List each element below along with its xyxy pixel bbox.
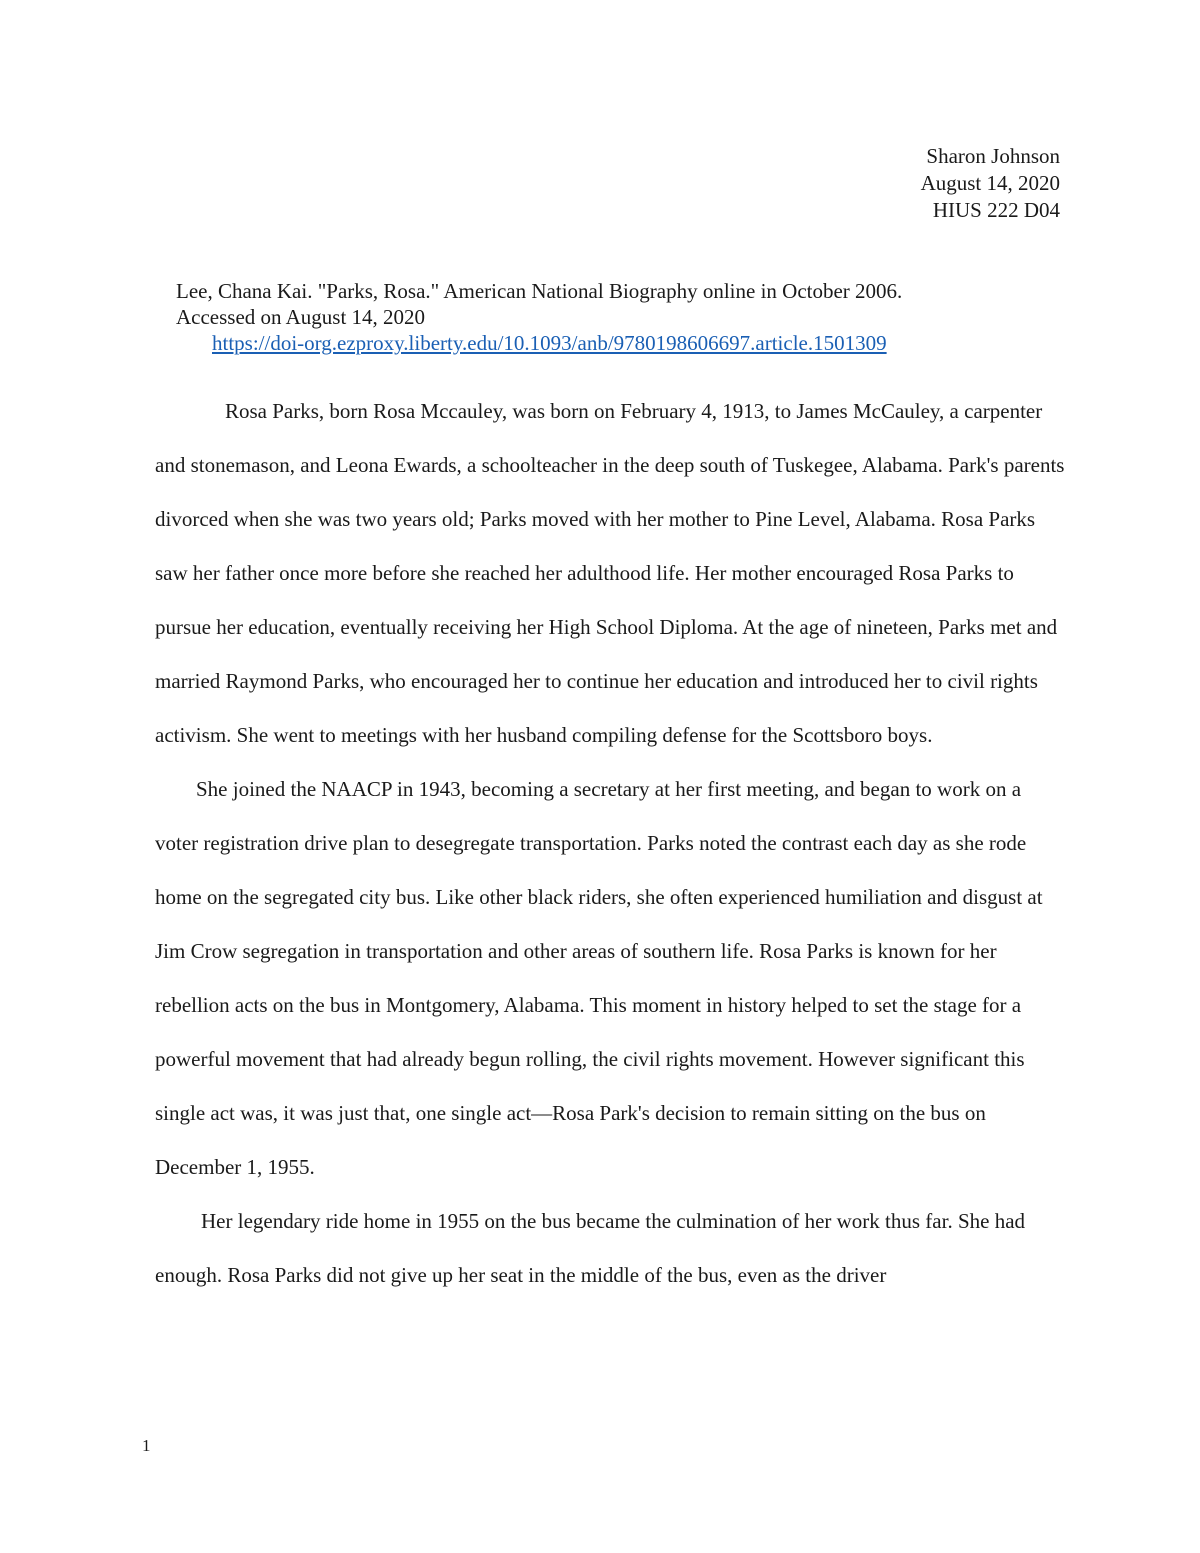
- submission-date: August 14, 2020: [920, 171, 1060, 195]
- author-name: Sharon Johnson: [926, 144, 1060, 168]
- page-number: 1: [142, 1436, 151, 1455]
- citation-url-link[interactable]: https://doi-org.ezproxy.liberty.edu/10.1093/anb/9780198606697.article.1501309: [212, 331, 887, 355]
- citation-line-1: Lee, Chana Kai. "Parks, Rosa." American National Biography online in October 2006.: [176, 279, 903, 303]
- essay-body: [155, 384, 1065, 1302]
- citation-line-2: Accessed on August 14, 2020: [176, 305, 426, 329]
- paragraph-1: Rosa Parks, born Rosa Mccauley, was born on February 4, 1913, to James McCauley, a carpenter and stonemason, and Leona Ewards, a schoolteacher in the deep south of Tuskegee, Alabama. Park's parents divorced when she was two years old; Parks moved with her mother to Pine Level, Alabama. Rosa Parks saw her father once more before she reached her adulthood life. Her mother encouraged Rosa Parks to pursue her education, eventually receiving her High School Diploma. At the age of nineteen, Parks met and married Raymond Parks, who encouraged her to continue her education and introduced her to civil rights activism. She went to meetings with her husband compiling defense for the Scottsboro boys.: [155, 399, 1065, 747]
- paragraph-2: She joined the NAACP in 1943, becoming a secretary at her first meeting, and began to work on a voter registration drive plan to desegregate transportation. Parks noted the contrast each day as she rode home on the segregated city bus. Like other black riders, she often experienced humiliation and disgust at Jim Crow segregation in transportation and other areas of southern life. Rosa Parks is known for her rebellion acts on the bus in Montgomery, Alabama. This moment in history helped to set the stage for a powerful movement that had already begun rolling, the civil rights movement. However significant this single act was, it was just that, one single act—Rosa Park's decision to remain sitting on the bus on December 1, 1955.: [155, 777, 1043, 1179]
- course-code: HIUS 222 D04: [932, 198, 1060, 222]
- citation-block: [176, 278, 1076, 356]
- author-header: [921, 143, 1060, 224]
- paragraph-3: Her legendary ride home in 1955 on the bus became the culmination of her work thus far. She had enough. Rosa Parks did not give up her seat in the middle of the bus, even as the driver: [155, 1209, 1026, 1287]
